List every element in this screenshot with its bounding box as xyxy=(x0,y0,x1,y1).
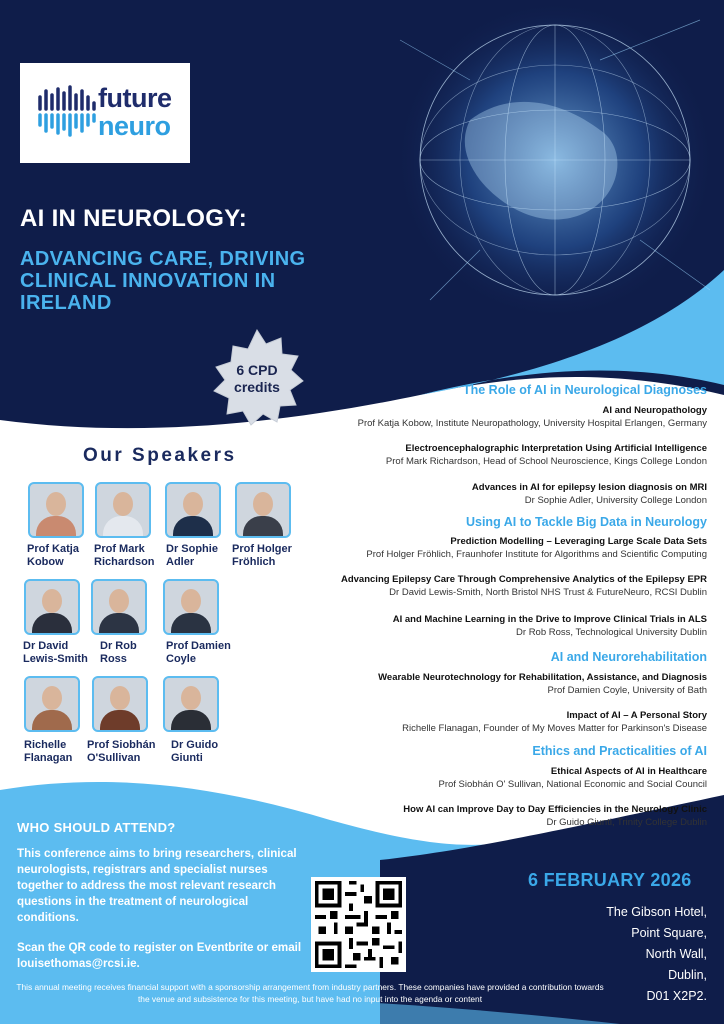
section-title: AI and Neurorehabilitation xyxy=(550,650,707,664)
venue-line: Point Square, xyxy=(631,926,707,940)
speaker-name: Dr Guido Giunti xyxy=(171,739,219,764)
speaker-name: Prof Katja Kobow xyxy=(27,543,79,568)
logo-wave-icon xyxy=(38,85,98,139)
talk-speaker: Prof Holger Fröhlich, Fraunhofer Institute for Algorithms and Scientific Computing xyxy=(366,549,707,560)
speaker-name: Prof Damien Coyle xyxy=(166,640,231,665)
talk-title: How AI can Improve Day to Day Efficiencies in the Neurology Clinic xyxy=(403,804,707,815)
talk-speaker: Dr David Lewis-Smith, North Bristol NHS Trust & FutureNeuro, RCSI Dublin xyxy=(389,587,707,598)
sponsorship-disclaimer: This annual meeting receives financial support with a sponsorship arrangement from industry partners. These companies have provided a contribution towards the venue and subsistence for this meeting, but have had no input into the agenda or content xyxy=(16,982,604,1004)
speaker-name: Dr Sophie Adler xyxy=(166,543,218,568)
speaker-name: Prof Holger Fröhlich xyxy=(232,543,292,568)
speaker-name: Dr David Lewis-Smith xyxy=(23,640,88,665)
talk-title: Advancing Epilepsy Care Through Comprehensive Analytics of the Epilepsy EPR xyxy=(340,574,707,585)
speaker-name: Prof Siobhán O'Sullivan xyxy=(87,739,156,764)
speaker-photo xyxy=(24,579,80,635)
subtitle-line: CLINICAL INNOVATION IN xyxy=(20,270,276,292)
speakers-heading: Our Speakers xyxy=(83,445,237,466)
speaker-photo xyxy=(163,676,219,732)
register-instructions: Scan the QR code to register on Eventbrite or email louisethomas@rcsi.ie. xyxy=(17,941,302,970)
speaker-name: Prof Mark Richardson xyxy=(94,543,155,568)
subtitle-line: IRELAND xyxy=(20,292,112,314)
talk-speaker: Prof Katja Kobow, Institute Neuropathology, University Hospital Erlangen, Germany xyxy=(357,418,707,429)
speaker-photo xyxy=(28,482,84,538)
who-should-attend-heading: WHO SHOULD ATTEND? xyxy=(17,820,176,835)
section-title: The Role of AI in Neurological Diagnoses xyxy=(462,383,707,397)
cpd-credits-label xyxy=(212,362,302,396)
speaker-photo xyxy=(163,579,219,635)
futureneuro-logo xyxy=(20,63,190,163)
venue-line: D01 X2P2. xyxy=(646,989,707,1003)
speaker-name: Dr Rob Ross xyxy=(100,640,137,665)
talk-speaker: Prof Siobhán O' Sullivan, National Economic and Social Council xyxy=(438,779,707,790)
venue-line: North Wall, xyxy=(645,947,707,961)
talk-title: Prediction Modelling – Leveraging Large Scale Data Sets xyxy=(450,536,707,547)
section-title: Ethics and Practicalities of AI xyxy=(532,744,707,758)
talk-speaker: Dr Guido Giunti, Trinity College Dublin xyxy=(546,817,707,828)
subtitle-line: ADVANCING CARE, DRIVING xyxy=(20,248,306,270)
talk-title: Impact of AI – A Personal Story xyxy=(566,710,707,721)
cpd-line2: credits xyxy=(234,379,280,395)
globe-network-image xyxy=(395,0,715,320)
cpd-line1: 6 CPD xyxy=(236,362,278,378)
page-subtitle xyxy=(20,248,420,314)
speaker-name: Richelle Flanagan xyxy=(24,739,73,764)
logo-text-future: future xyxy=(98,83,172,113)
talk-speaker: Prof Damien Coyle, University of Bath xyxy=(547,685,707,696)
talk-title: AI and Neuropathology xyxy=(602,405,707,416)
talk-speaker: Dr Sophie Adler, University College London xyxy=(524,495,707,506)
talk-title: Advances in AI for epilepsy lesion diagnosis on MRI xyxy=(471,482,707,493)
venue-line: The Gibson Hotel, xyxy=(606,905,707,919)
speaker-photo xyxy=(24,676,80,732)
section-title: Using AI to Tackle Big Data in Neurology xyxy=(465,515,707,529)
speaker-photo xyxy=(165,482,221,538)
qr-code[interactable] xyxy=(311,877,406,972)
speaker-photo xyxy=(92,676,148,732)
talk-title: AI and Machine Learning in the Drive to Improve Clinical Trials in ALS xyxy=(392,614,707,625)
talk-title: Wearable Neurotechnology for Rehabilitation, Assistance, and Diagnosis xyxy=(378,672,707,683)
speaker-photo xyxy=(235,482,291,538)
who-should-attend-body: This conference aims to bring researchers, clinical neurologists, registrars and specialist nurses together to address the most relevant research questions in the treatment of neurological conditions. xyxy=(17,847,297,924)
talk-title: Ethical Aspects of AI in Healthcare xyxy=(550,766,707,777)
logo-text-neuro: neuro xyxy=(98,111,171,141)
page-title: AI IN NEUROLOGY: xyxy=(20,205,248,232)
event-date: 6 FEBRUARY 2026 xyxy=(528,870,692,890)
talk-speaker: Dr Rob Ross, Technological University Dublin xyxy=(516,627,707,638)
talk-speaker: Richelle Flanagan, Founder of My Moves Matter for Parkinson's Disease xyxy=(402,723,707,734)
talk-speaker: Prof Mark Richardson, Head of School Neuroscience, Kings College London xyxy=(385,456,707,467)
speaker-photo xyxy=(95,482,151,538)
venue-line: Dublin, xyxy=(668,968,707,982)
talk-title: Electroencephalographic Interpretation Using Artificial Intelligence xyxy=(405,443,707,454)
speaker-photo xyxy=(91,579,147,635)
